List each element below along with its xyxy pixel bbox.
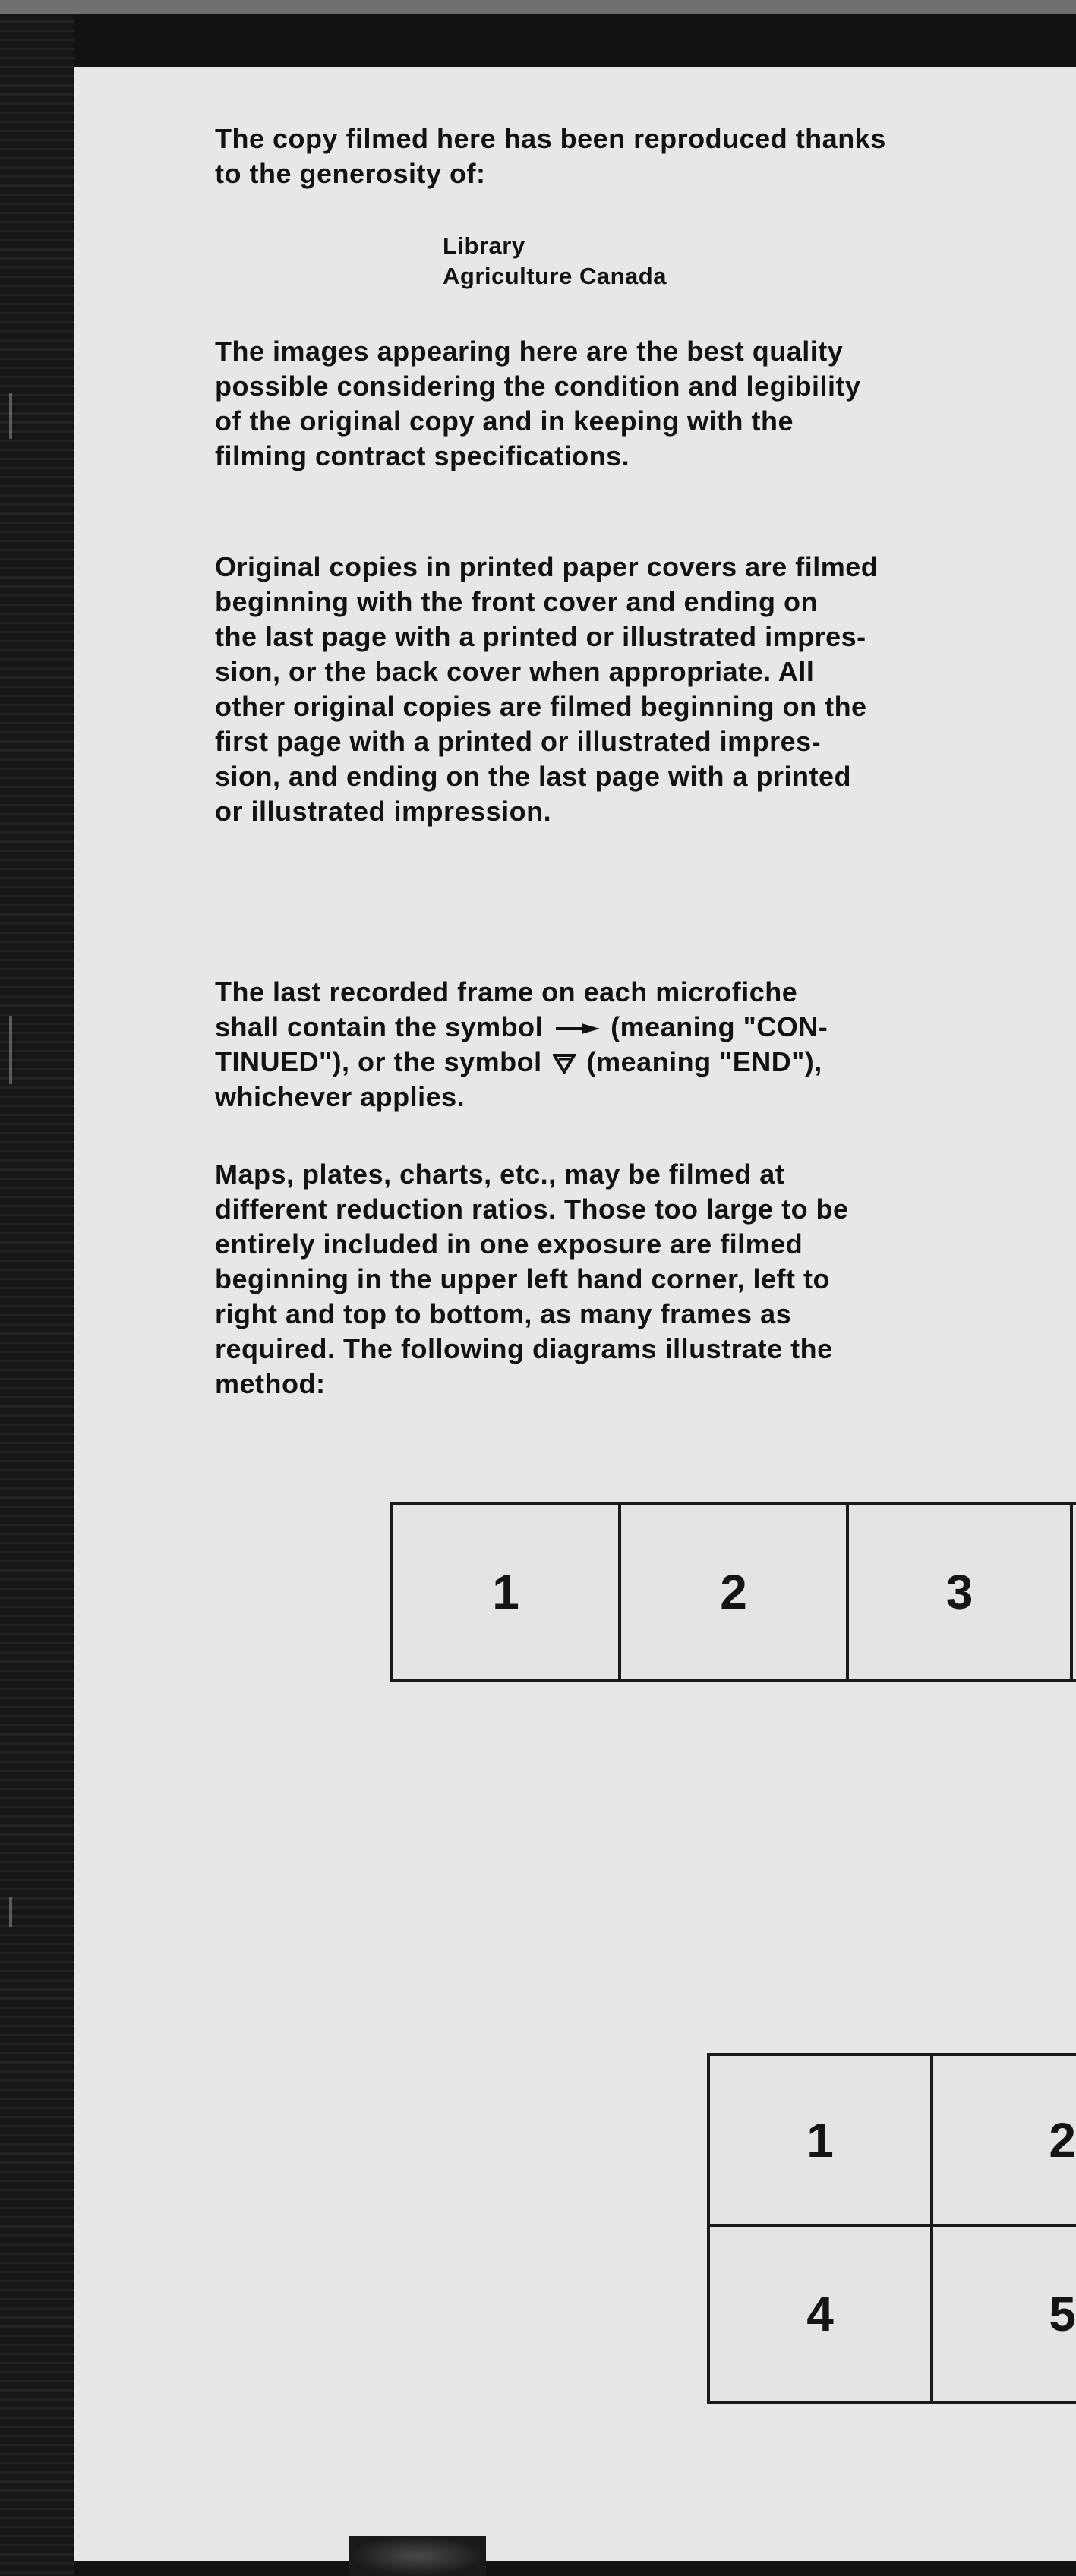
text-line: whichever applies.: [215, 1081, 465, 1112]
text-line: of the original copy and in keeping with the: [215, 405, 794, 437]
film-blemish: [349, 2536, 486, 2576]
intro-paragraph: [215, 121, 1065, 191]
film-left-margin: [0, 14, 74, 2576]
covers-paragraph: [215, 550, 1065, 829]
text-line: the last page with a printed or illustrated impres-: [215, 621, 866, 652]
film-edge-strip: [0, 0, 1076, 14]
text-line: filming contract specifications.: [215, 440, 630, 471]
text-line: The copy filmed here has been reproduced thanks: [215, 123, 886, 154]
symbol-paragraph: [215, 975, 1065, 1115]
text-line: possible considering the condition and legibility: [215, 370, 861, 402]
text-line: [215, 1045, 1065, 1080]
frame-row-diagram: [390, 1502, 1076, 1682]
text-line: sion, and ending on the last page with a printed: [215, 761, 852, 792]
text-line: The last recorded frame on each microfiche: [215, 976, 798, 1007]
text-line: sion, or the back cover when appropriate. All: [215, 656, 815, 687]
quality-paragraph: [215, 334, 1065, 474]
frame-cell: 5: [1049, 2286, 1076, 2341]
arrow-right-icon: [554, 1022, 601, 1036]
text-line: right and top to bottom, as many frames as: [215, 1298, 792, 1329]
frame-cell: 3: [849, 1505, 1073, 1679]
frame-grid-diagram: [707, 2053, 1076, 2404]
text-line: [215, 1010, 1065, 1045]
text-line: Maps, plates, charts, etc., may be filmed at: [215, 1159, 785, 1190]
text-line: beginning in the upper left hand corner, left to: [215, 1263, 831, 1294]
film-scratch: [9, 393, 12, 439]
film-scratch: [9, 1016, 12, 1084]
library-credit: [443, 231, 667, 292]
text-fragment: (meaning "END"),: [586, 1046, 822, 1077]
library-name: Library: [443, 232, 525, 259]
frame-cell: 1: [710, 2056, 933, 2227]
text-line: Original copies in printed paper covers are filmed: [215, 551, 879, 582]
frame-cell: 1: [393, 1505, 621, 1679]
text-line: or illustrated impression.: [215, 796, 552, 827]
frame-cell: 2: [933, 2056, 1076, 2227]
text-fragment: TINUED"), or the symbol: [215, 1046, 542, 1077]
film-scratch: [9, 1897, 12, 1927]
institution-name: Agriculture Canada: [443, 263, 667, 289]
frame-cell: 2: [621, 1505, 849, 1679]
text-line: method:: [215, 1368, 326, 1399]
text-fragment: (meaning "CON-: [611, 1011, 828, 1042]
maps-paragraph: [215, 1157, 1065, 1402]
text-line: The images appearing here are the best quality: [215, 336, 844, 367]
text-line: first page with a printed or illustrated impres-: [215, 726, 822, 757]
document-page: [74, 67, 1076, 2561]
text-fragment: shall contain the symbol: [215, 1011, 544, 1042]
text-line: beginning with the front cover and ending on: [215, 586, 818, 617]
text-line: other original copies are filmed beginning on the: [215, 691, 867, 722]
text-line: to the generosity of:: [215, 158, 486, 189]
text-line: different reduction ratios. Those too large to be: [215, 1193, 849, 1225]
text-line: entirely included in one exposure are filmed: [215, 1228, 803, 1260]
triangle-down-icon: [553, 1054, 576, 1074]
frame-cell: 4: [710, 2227, 933, 2401]
text-line: required. The following diagrams illustrate the: [215, 1333, 833, 1364]
